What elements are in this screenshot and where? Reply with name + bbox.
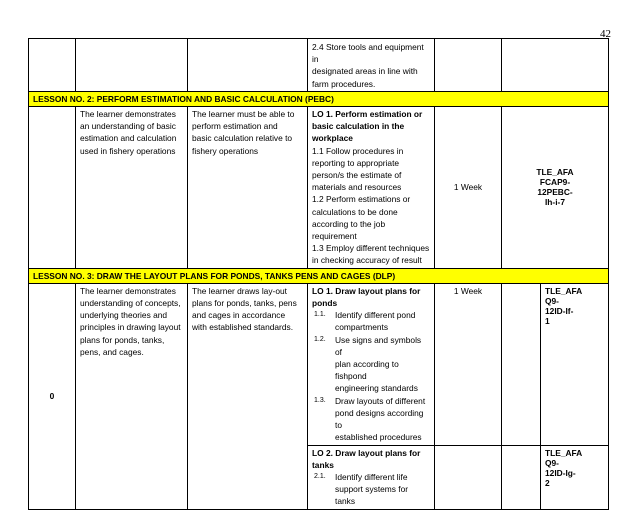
lesson-2-code: TLE_AFA FCAP9- 12PEBC- Ih-i-7 xyxy=(502,107,609,269)
list-item: 1.2. Use signs and symbols of plan according to fishpond engineering standards xyxy=(314,334,422,394)
list-item: 2.1. Identify different life support systems for tanks xyxy=(314,471,409,507)
lesson-2-duration: 1 Week xyxy=(435,107,502,269)
list-item: 1.1. Identify different pond compartments xyxy=(314,310,416,333)
lesson-2-content-standard: The learner demonstrates an understanding of basic estimation and calculation used in fishery operations xyxy=(76,107,188,269)
continuation-row xyxy=(29,39,609,92)
lesson-3-lo2: LO 2. Draw layout plans for tanks 2.1. Identify different life support systems for tanks xyxy=(308,445,435,509)
list-item: 1.3. Draw layouts of different pond designs according to established procedures xyxy=(314,395,426,443)
lesson-2-performance-standard: The learner must be able to perform estimation and basic calculation relative to fishery operations xyxy=(188,107,308,269)
lesson-3-lo1-duration: 1 Week xyxy=(435,283,502,445)
lesson-2-learning-competencies: LO 1. Perform estimation or basic calculation in the workplace 1.1 Follow procedures in reporting to appropriate person/s the estimate of materials and resources 1.2 Perform estimations or calculations to be done according to the job requirement 1.3 Employ different techniques in checking accuracy of result xyxy=(308,107,435,269)
lesson-2-title: LESSON NO. 2: PERFORM ESTIMATION AND BASIC CALCULATION (PEBC) xyxy=(33,93,334,104)
lesson-3-title: LESSON NO. 3: DRAW THE LAYOUT PLANS FOR PONDS, TANKS PENS AND CAGES (DLP) xyxy=(33,270,396,281)
lesson-3-row-number: 0 xyxy=(29,283,76,509)
lesson-3-lo2-code: TLE_AFA Q9- 12ID-Ig- 2 xyxy=(541,445,609,509)
lesson-3-lo1-list xyxy=(312,309,430,443)
page-number: 42 xyxy=(600,28,611,40)
lesson-2-header xyxy=(29,91,609,106)
lesson-3-lo1-code: TLE_AFA Q9- 12ID-If- 1 xyxy=(541,283,609,445)
lesson-3-row xyxy=(29,283,609,445)
lesson-3-content-standard: The learner demonstrates understanding of concepts, underlying theories and principles in drawing layout plans for ponds, tanks, pens, and cages. xyxy=(76,283,188,509)
lesson-3-lo2-list xyxy=(312,471,430,508)
curriculum-guide-table xyxy=(28,38,609,510)
lesson-2-row xyxy=(29,107,609,269)
lo-continuation-cell: 2.4 Store tools and equipment in designated areas in line with farm procedures. xyxy=(308,39,435,92)
lesson-3-lo1: LO 1. Draw layout plans for ponds 1.1. Identify different pond compartments 1.2. Use signs and symbols of plan according to fishpond engineering standards 1.3. Draw layouts of different pond designs according to established procedures xyxy=(308,283,435,445)
lesson-3-header xyxy=(29,268,609,283)
lesson-3-performance-standard: The learner draws lay-out plans for ponds, tanks, pens and cages in accordance with established standards. xyxy=(188,283,308,509)
